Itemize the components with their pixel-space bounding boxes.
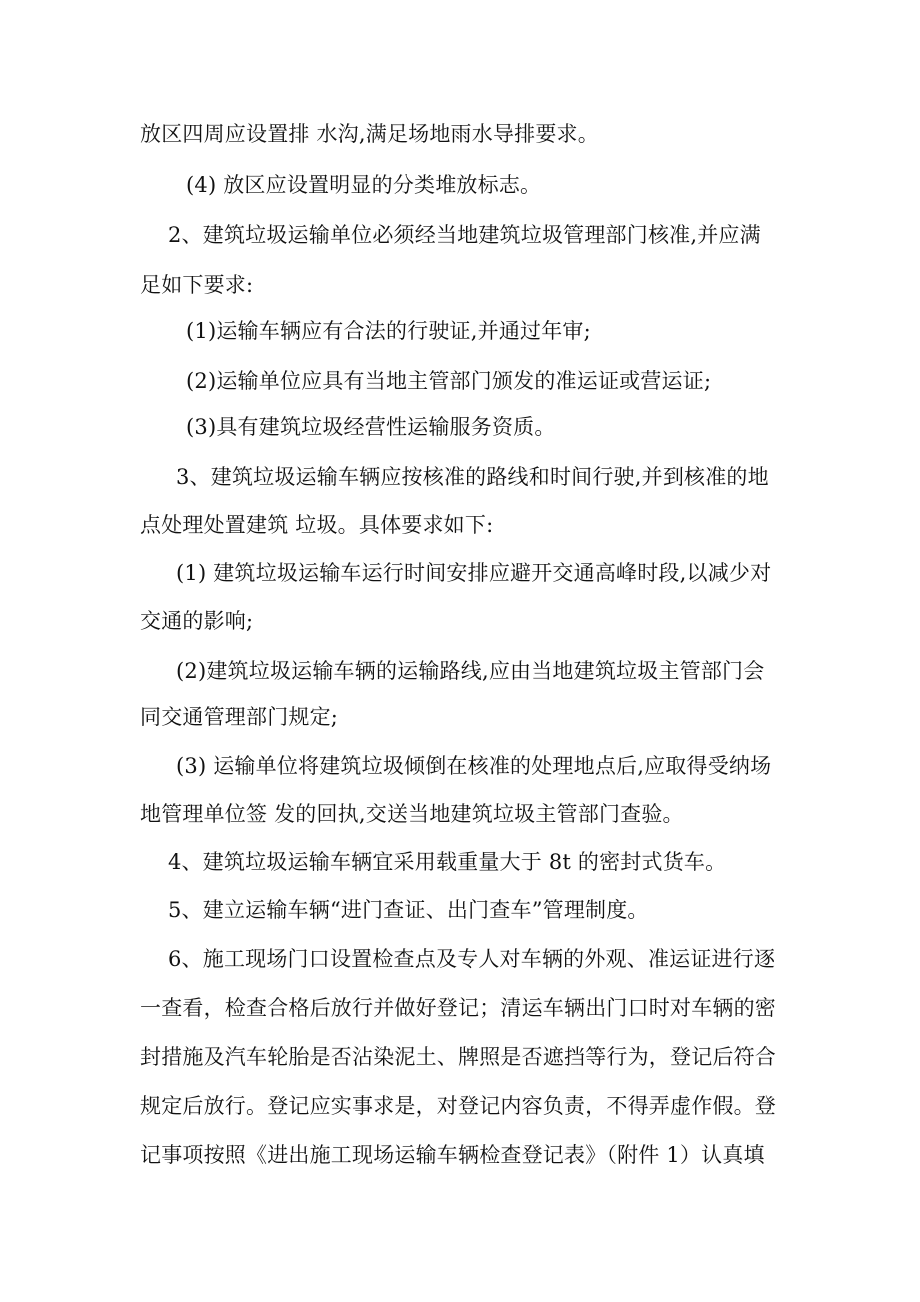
- text-line: 足如下要求:: [140, 273, 254, 297]
- text-line: 5、建立运输车辆“进门查证、出门查车”管理制度。: [168, 898, 649, 922]
- text-line: 地管理单位签 发的回执,交送当地建筑垃圾主管部门查验。: [140, 802, 684, 826]
- text-line: 放区四周应设置排 水沟,满足场地雨水导排要求。: [140, 122, 599, 146]
- text-line: 记事项按照《进出施工现场运输车辆检查登记表》（附件 1）认真填: [140, 1143, 765, 1167]
- text-line: 6、施工现场门口设置检查点及专人对车辆的外观、准运证进行逐: [168, 947, 776, 971]
- text-line: 交通的影响;: [140, 609, 254, 633]
- text-line: 封措施及汽车轮胎是否沾染泥土、牌照是否遮挡等行为，登记后符合: [140, 1045, 776, 1069]
- text-line: (2)运输单位应具有当地主管部门颁发的准运证或营运证;: [186, 369, 712, 393]
- text-line: 点处理处置建筑 垃圾。具体要求如下:: [140, 513, 494, 537]
- text-line: 2、建筑垃圾运输单位必须经当地建筑垃圾管理部门核准,并应满: [168, 223, 761, 247]
- text-line: (3)具有建筑垃圾经营性运输服务资质。: [186, 415, 556, 439]
- text-line: (4) 放区应设置明显的分类堆放标志。: [186, 173, 542, 197]
- text-line: 同交通管理部门规定;: [140, 705, 339, 729]
- text-line: 3、建筑垃圾运输车辆应按核准的路线和时间行驶,并到核准的地: [176, 465, 769, 489]
- text-line: (3) 运输单位将建筑垃圾倾倒在核准的处理地点后,应取得受纳场: [176, 754, 772, 778]
- text-line: 一查看，检查合格后放行并做好登记；清运车辆出门口时对车辆的密: [140, 996, 776, 1020]
- text-line: (1)运输车辆应有合法的行驶证,并通过年审;: [186, 319, 591, 343]
- text-line: 规定后放行。登记应实事求是，对登记内容负责，不得弄虚作假。登: [140, 1094, 776, 1118]
- text-line: 4、建筑垃圾运输车辆宜采用载重量大于 8t 的密封式货车。: [168, 850, 727, 874]
- text-line: (1) 建筑垃圾运输车运行时间安排应避开交通高峰时段,以减少对: [176, 561, 772, 585]
- text-line: (2)建筑垃圾运输车辆的运输路线,应由当地建筑垃圾主管部门会: [176, 659, 765, 683]
